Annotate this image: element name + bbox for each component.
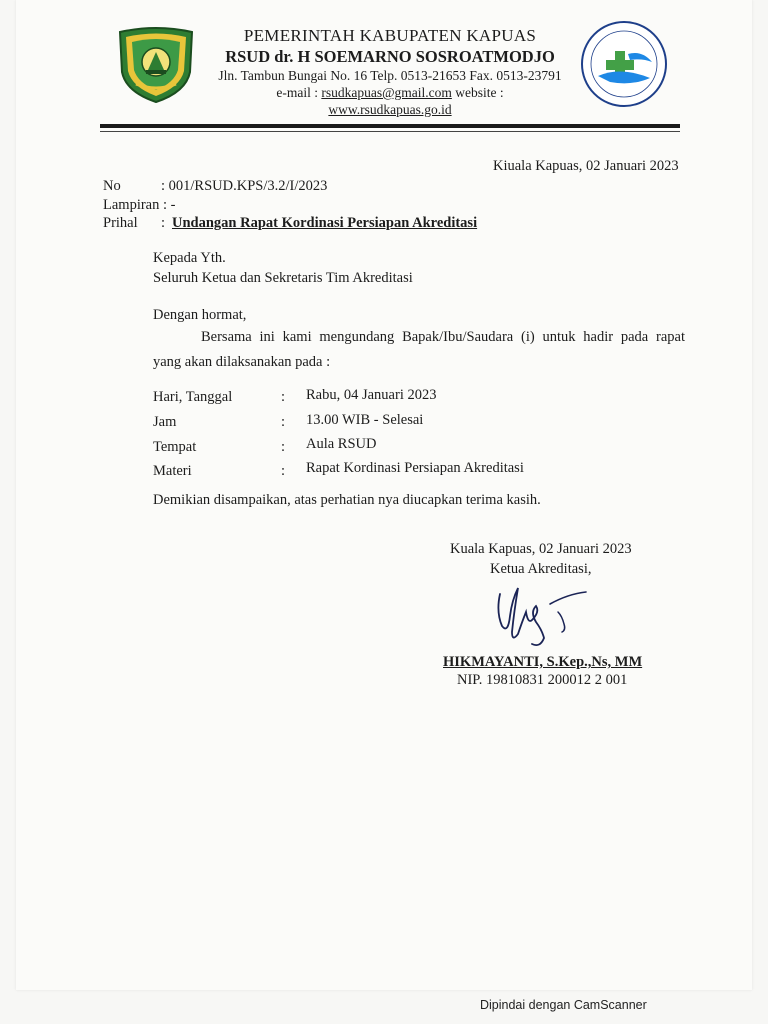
letter-number: : 001/RSUD.KPS/3.2/I/2023: [161, 178, 328, 194]
government-name: PEMERINTAH KABUPATEN KAPUAS: [243, 26, 537, 45]
website-label: website :: [451, 85, 504, 100]
body-paragraph-line1: Bersama ini kami mengundang Bapak/Ibu/Saudara (i) untuk hadir pada rapat: [201, 329, 685, 345]
hospital-name: RSUD dr. H SOEMARNO SOSROATMODJO: [225, 47, 555, 66]
detail-value-place: Aula RSUD: [306, 436, 377, 452]
letter-subject: Undangan Rapat Kordinasi Persiapan Akreditasi: [172, 215, 478, 231]
detail-sep: :: [281, 439, 286, 455]
recipient-salutation: Kepada Yth.: [153, 250, 226, 266]
letter-date: Kiuala Kapuas, 02 Januari 2023: [493, 158, 679, 174]
greeting: Dengan hormat,: [153, 307, 247, 323]
letterhead-rule-thin: [100, 131, 680, 132]
prihal-separator: :: [161, 215, 166, 231]
detail-sep: :: [281, 463, 286, 479]
hospital-address: Jln. Tambun Bungai No. 16 Telp. 0513-21653 Fax. 0513-23791: [218, 68, 562, 83]
detail-value-time: 13.00 WIB - Selesai: [306, 412, 424, 428]
recipient-name: Seluruh Ketua dan Sekretaris Tim Akreditasi: [153, 270, 413, 286]
closing-sentence: Demikian disampaikan, atas perhatian nya diucapkan terima kasih.: [153, 492, 541, 508]
letterhead-rule: [100, 124, 680, 128]
signature-position: Ketua Akreditasi,: [490, 561, 592, 577]
signatory-name: HIKMAYANTI, S.Kep.,Ns, MM: [443, 654, 643, 670]
detail-label-topic: Materi: [153, 463, 192, 479]
kapuas-emblem-logo: [116, 26, 196, 104]
camscanner-watermark: Dipindai dengan CamScanner: [480, 998, 647, 1012]
email-label: e-mail :: [276, 85, 322, 100]
detail-value-topic: Rapat Kordinasi Persiapan Akreditasi: [306, 460, 524, 476]
hospital-website: www.rsudkapuas.go.id: [328, 102, 452, 117]
detail-value-date: Rabu, 04 Januari 2023: [306, 387, 437, 403]
hospital-email: rsudkapuas@gmail.com: [321, 85, 452, 100]
detail-label-date: Hari, Tanggal: [153, 389, 233, 405]
no-label: No: [103, 178, 121, 194]
detail-label-time: Jam: [153, 414, 177, 430]
signature-place-date: Kuala Kapuas, 02 Januari 2023: [450, 541, 632, 557]
letterhead-text: [200, 26, 580, 118]
signatory-nip: NIP. 19810831 200012 2 001: [457, 672, 628, 688]
prihal-label: Prihal: [103, 215, 138, 231]
hospital-logo: [580, 20, 668, 108]
handwritten-signature: [488, 572, 598, 652]
hospital-contact-line: [200, 84, 580, 101]
detail-sep: :: [281, 414, 286, 430]
lampiran-value: : -: [163, 197, 176, 213]
lampiran-label: Lampiran: [103, 197, 160, 213]
body-paragraph-line2: yang akan dilaksanakan pada :: [153, 354, 331, 370]
detail-label-place: Tempat: [153, 439, 197, 455]
detail-sep: :: [281, 389, 286, 405]
